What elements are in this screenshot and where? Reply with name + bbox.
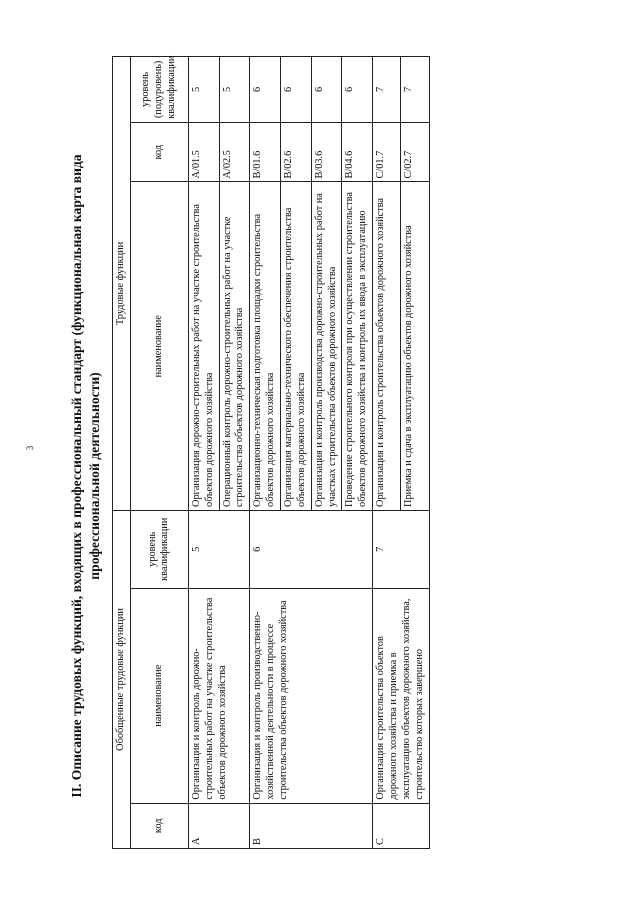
task-code: B/03.6 — [311, 122, 342, 182]
generalized-functions-header: Обобщенные трудовые функции — [113, 510, 131, 848]
task-code: C/02.7 — [401, 122, 429, 182]
table-row — [188, 57, 219, 849]
task-level: 6 — [250, 57, 281, 123]
function-code: C — [373, 803, 429, 848]
task-code: B/02.6 — [281, 122, 312, 182]
task-level: 5 — [188, 57, 219, 123]
labor-code-column-header: код — [130, 122, 188, 182]
section-title-line-2: профессиональной деятельности) — [87, 372, 102, 580]
function-name: Организация и контроль производственно-хозяйственной деятельности в процессе строительства объектов дорожного хозяйства — [250, 588, 373, 803]
labor-name-column-header: наименование — [130, 182, 188, 510]
function-level: 6 — [250, 510, 373, 588]
function-code: B — [250, 803, 373, 848]
function-name: Организация и контроль дорожно-строительных работ на участке строительства объектов дорожного хозяйства — [188, 588, 249, 803]
task-code: C/01.7 — [373, 122, 401, 182]
function-level: 5 — [188, 510, 249, 588]
name-column-header: наименование — [130, 588, 188, 803]
task-name: Операционный контроль дорожно-строительных работ на участке строительства объектов дорожного хозяйства — [219, 182, 250, 510]
table-row — [250, 57, 281, 849]
task-level: 7 — [401, 57, 429, 123]
task-level: 6 — [281, 57, 312, 123]
functional-map-table-wrapper — [112, 56, 640, 849]
task-name: Организация материально-технического обеспечения строительства объектов дорожного хозяйства — [281, 182, 312, 510]
task-level: 6 — [311, 57, 342, 123]
task-level: 6 — [342, 57, 373, 123]
function-name: Организация строительства объектов дорожного хозяйства и приемка в эксплуатацию объектов дорожного хозяйства, строительство которых завершено — [373, 588, 429, 803]
functional-map-table — [112, 56, 430, 849]
task-code: A/02.5 — [219, 122, 250, 182]
sublevel-column-header: уровень (подуровень) квалификации — [130, 57, 188, 123]
task-code: B/04.6 — [342, 122, 373, 182]
task-level: 7 — [373, 57, 401, 123]
task-name: Приемка и сдача в эксплуатацию объектов дорожного хозяйства — [401, 182, 429, 510]
function-code: A — [188, 803, 249, 848]
section-title-line-1: II. Описание трудовых функций, входящих в профессиональный стандарт (функциональная карта вида — [69, 154, 84, 798]
task-name: Организация дорожно-строительных работ на участке строительства объектов дорожного хозяйства — [188, 182, 219, 510]
task-name: Организация и контроль производства дорожно-строительных работ на участках строительства объектов дорожного хозяйства — [311, 182, 342, 510]
task-name: Организационно-техническая подготовка площадки строительства объектов дорожного хозяйства — [250, 182, 281, 510]
task-code: A/01.5 — [188, 122, 219, 182]
task-name: Проведение строительного контроля при осуществлении строительства объектов дорожного хозяйства и контроль их ввода в эксплуатацию — [342, 182, 373, 510]
task-name: Организация и контроль строительства объектов дорожного хозяйства — [373, 182, 401, 510]
labor-functions-header: Трудовые функции — [113, 57, 131, 511]
code-column-header: код — [130, 803, 188, 848]
page-number: 3 — [25, 445, 35, 451]
function-level: 7 — [373, 510, 429, 588]
task-code: B/01.6 — [250, 122, 281, 182]
task-level: 5 — [219, 57, 250, 123]
qualification-level-header: уровень квалификации — [130, 510, 188, 588]
table-row — [373, 57, 401, 849]
